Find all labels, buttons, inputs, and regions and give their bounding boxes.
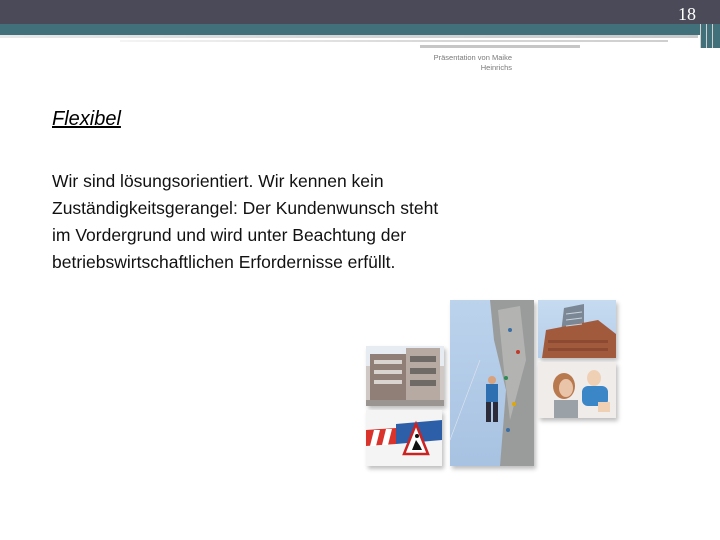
photo-roadwork-sign — [366, 410, 442, 466]
header-gray-line — [120, 40, 668, 42]
header-gray-line — [0, 35, 698, 38]
header-dark-band — [0, 0, 720, 24]
photo-climber — [450, 300, 534, 466]
header-divider — [712, 24, 713, 48]
body-line: Zuständigkeitsgerangel: Der Kundenwunsch steht — [52, 198, 439, 218]
presenter-line: Präsentation von Maike — [433, 53, 512, 62]
photo-building-left — [366, 346, 444, 406]
body-line: im Vordergrund und wird unter Beachtung der — [52, 225, 407, 245]
header-divider — [706, 24, 707, 48]
header-teal-band-right — [700, 24, 720, 48]
slide-title: Flexibel — [52, 108, 121, 130]
photo-tower — [538, 300, 616, 358]
header-divider — [700, 24, 701, 48]
body-line: Wir sind lösungsorientiert. Wir kennen kein — [52, 171, 384, 191]
slide-body-text — [52, 168, 522, 276]
photo-mother-child — [538, 362, 616, 418]
header-teal-band — [0, 24, 700, 35]
presenter-note — [420, 53, 512, 73]
page-number: 18 — [678, 4, 696, 24]
presenter-line: Heinrichs — [480, 63, 512, 72]
body-line: betriebswirtschaftlichen Erfordernisse erfüllt. — [52, 252, 396, 272]
header-gray-line — [420, 45, 580, 48]
